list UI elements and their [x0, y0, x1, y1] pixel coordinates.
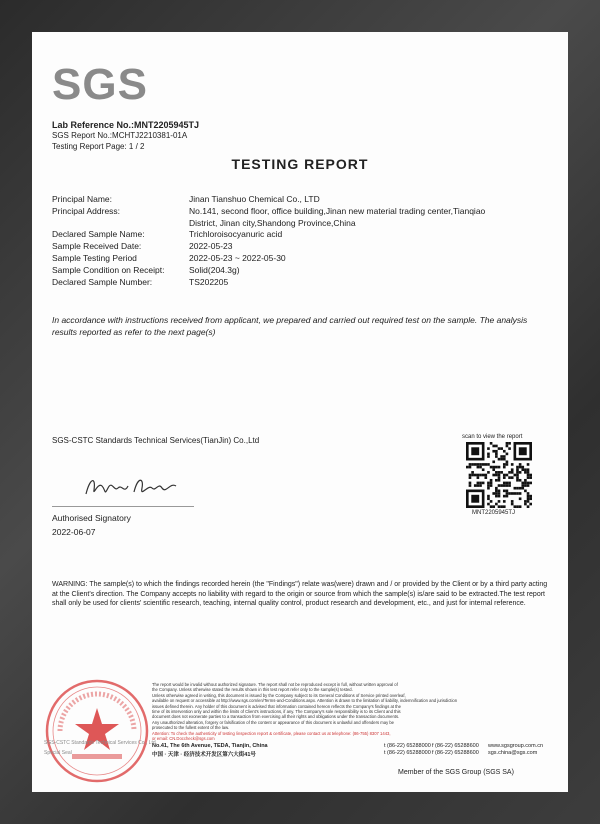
- sgs-logo: [52, 54, 148, 116]
- company-seal-icon: [42, 676, 152, 786]
- field-value: Solid(204.3g): [189, 265, 240, 275]
- field-label: Declared Sample Name:: [52, 229, 145, 239]
- field-value: District, Jinan city,Shandong Province,China: [189, 218, 356, 228]
- member-of-sgs-group: Member of the SGS Group (SGS SA): [398, 769, 514, 776]
- fine-print-line: Any unauthorized alteration, forgery or falsification of the content or appearance of this document is unlawful and offenders may be: [152, 719, 395, 725]
- fine-print-line: time of its intervention only and within the limits of Client's instructions, if any. The Company's sole responsibility is to its Client and this: [152, 709, 401, 715]
- field-value: 2022-05-23: [189, 241, 233, 251]
- warning-text: WARNING: The sample(s) to which the findings recorded herein (the "Findings") relate was(were) drawn and / or provided by the Client or by a third party acting at the Client's direction. The Company accepts no liability with regard to the origin or source from which the sample(s) is/are said to be extracted.The test report shall only be used for clients' scientific research, teaching, internal quality control, product research and development, etc., and just for internal reference.: [52, 581, 548, 607]
- authenticity-notice-line: or email: CN.Doccheck@sgs.com: [152, 736, 215, 742]
- qr-report-number: MNT2205945TJ: [472, 510, 516, 516]
- signature-line: [52, 506, 194, 507]
- field-value: No.141, second floor, office building,Jinan new material trading center,Tianqiao: [189, 206, 486, 216]
- fax-2: f (86-22) 65288600: [432, 750, 479, 756]
- authenticity-notice-line: Attention: To check the authenticity of testing /inspection report & certificate, please contact us at telephone: (86-755) 8307 1443,: [152, 730, 391, 736]
- report-page-number: Testing Report Page: 1 / 2: [52, 142, 145, 151]
- lab-name: SGS-CSTC Standards Technical Services(TianJin) Co.,Ltd: [52, 436, 260, 445]
- lab-reference: Lab Reference No.:MNT2205945TJ: [52, 120, 200, 130]
- report-sheet: [32, 32, 568, 792]
- field-label: Declared Sample Number:: [52, 277, 153, 287]
- fine-print-line: Unless otherwise agreed in writing, this document is issued by the Company subject to its General Conditions of Service printed overleaf,: [152, 692, 406, 698]
- report-title: TESTING REPORT: [231, 156, 369, 172]
- field-label: Principal Name:: [52, 194, 112, 204]
- address-chinese: 中国 · 天津 · 经济技术开发区第六大街41号: [152, 752, 256, 758]
- fine-print-line: available on request or accessible at http://www.sgs.com/en/Terms-and-Conditions.aspx. Attention is drawn to the limitation of liability, indemnification and jurisdiction: [152, 698, 458, 704]
- field-label: Sample Testing Period: [52, 253, 137, 263]
- analysis-statement: In accordance with instructions received from applicant, we prepared and carried out required test on the sample. The analysis results reported as refer to the next page(s): [52, 315, 528, 337]
- fax-1: f (86-22) 65288600: [432, 743, 479, 749]
- signature-date: 2022-06-07: [52, 527, 96, 537]
- address-english: No.41, The 6th Avenue, TEDA, Tianjin, China: [152, 743, 268, 749]
- website[interactable]: www.sgsgroup.com.cn: [488, 743, 544, 749]
- email[interactable]: sgs.china@sgs.com: [488, 750, 538, 756]
- fine-print-line: document does not exonerate parties to a transaction from exercising all their rights and obligations under the transaction documents.: [152, 714, 400, 720]
- authorised-signatory-label: Authorised Signatory: [52, 513, 131, 523]
- field-value: TS202205: [189, 277, 229, 287]
- qr-caption: scan to view the report: [462, 434, 523, 440]
- field-value: Jinan Tianshuo Chemical Co., LTD: [189, 194, 320, 204]
- fine-print-line: the Company. Unless otherwise stated the results shown in this test report refer only to the sample(s) tested.: [152, 687, 353, 693]
- fine-print-line: issues defined therein. Any holder of this document is advised that information contained hereon reflects the Company's findings at the: [152, 703, 401, 709]
- field-label: Principal Address:: [52, 206, 121, 216]
- field-label: Sample Condition on Receipt:: [52, 265, 165, 275]
- qr-code-icon[interactable]: [466, 442, 532, 508]
- sgs-report-number: SGS Report No.:MCHTJ2210381-01A: [52, 131, 188, 140]
- field-label: Sample Received Date:: [52, 241, 142, 251]
- fine-print-line: The report would be invalid without authorized signature. The report shall not be reproduced except in full, without written approval of: [152, 682, 398, 687]
- seal-company-name: SGS-CSTC Standards Technical Services Co., Ltd.: [44, 740, 158, 746]
- seal-label: Special Seal: [44, 750, 72, 756]
- handwritten-signature: [82, 468, 182, 504]
- sgs-logo-text: SGS: [52, 60, 148, 109]
- telephone-2: t (86-22) 65288000: [384, 750, 431, 756]
- telephone-1: t (86-22) 65288000: [384, 743, 431, 749]
- fine-print-line: prosecuted to the fullest extent of the law.: [152, 725, 230, 731]
- fine-print: [152, 682, 552, 741]
- field-value: 2022-05-23 ~ 2022-05-30: [189, 253, 286, 263]
- field-value: Trichloroisocyanuric acid: [189, 229, 283, 239]
